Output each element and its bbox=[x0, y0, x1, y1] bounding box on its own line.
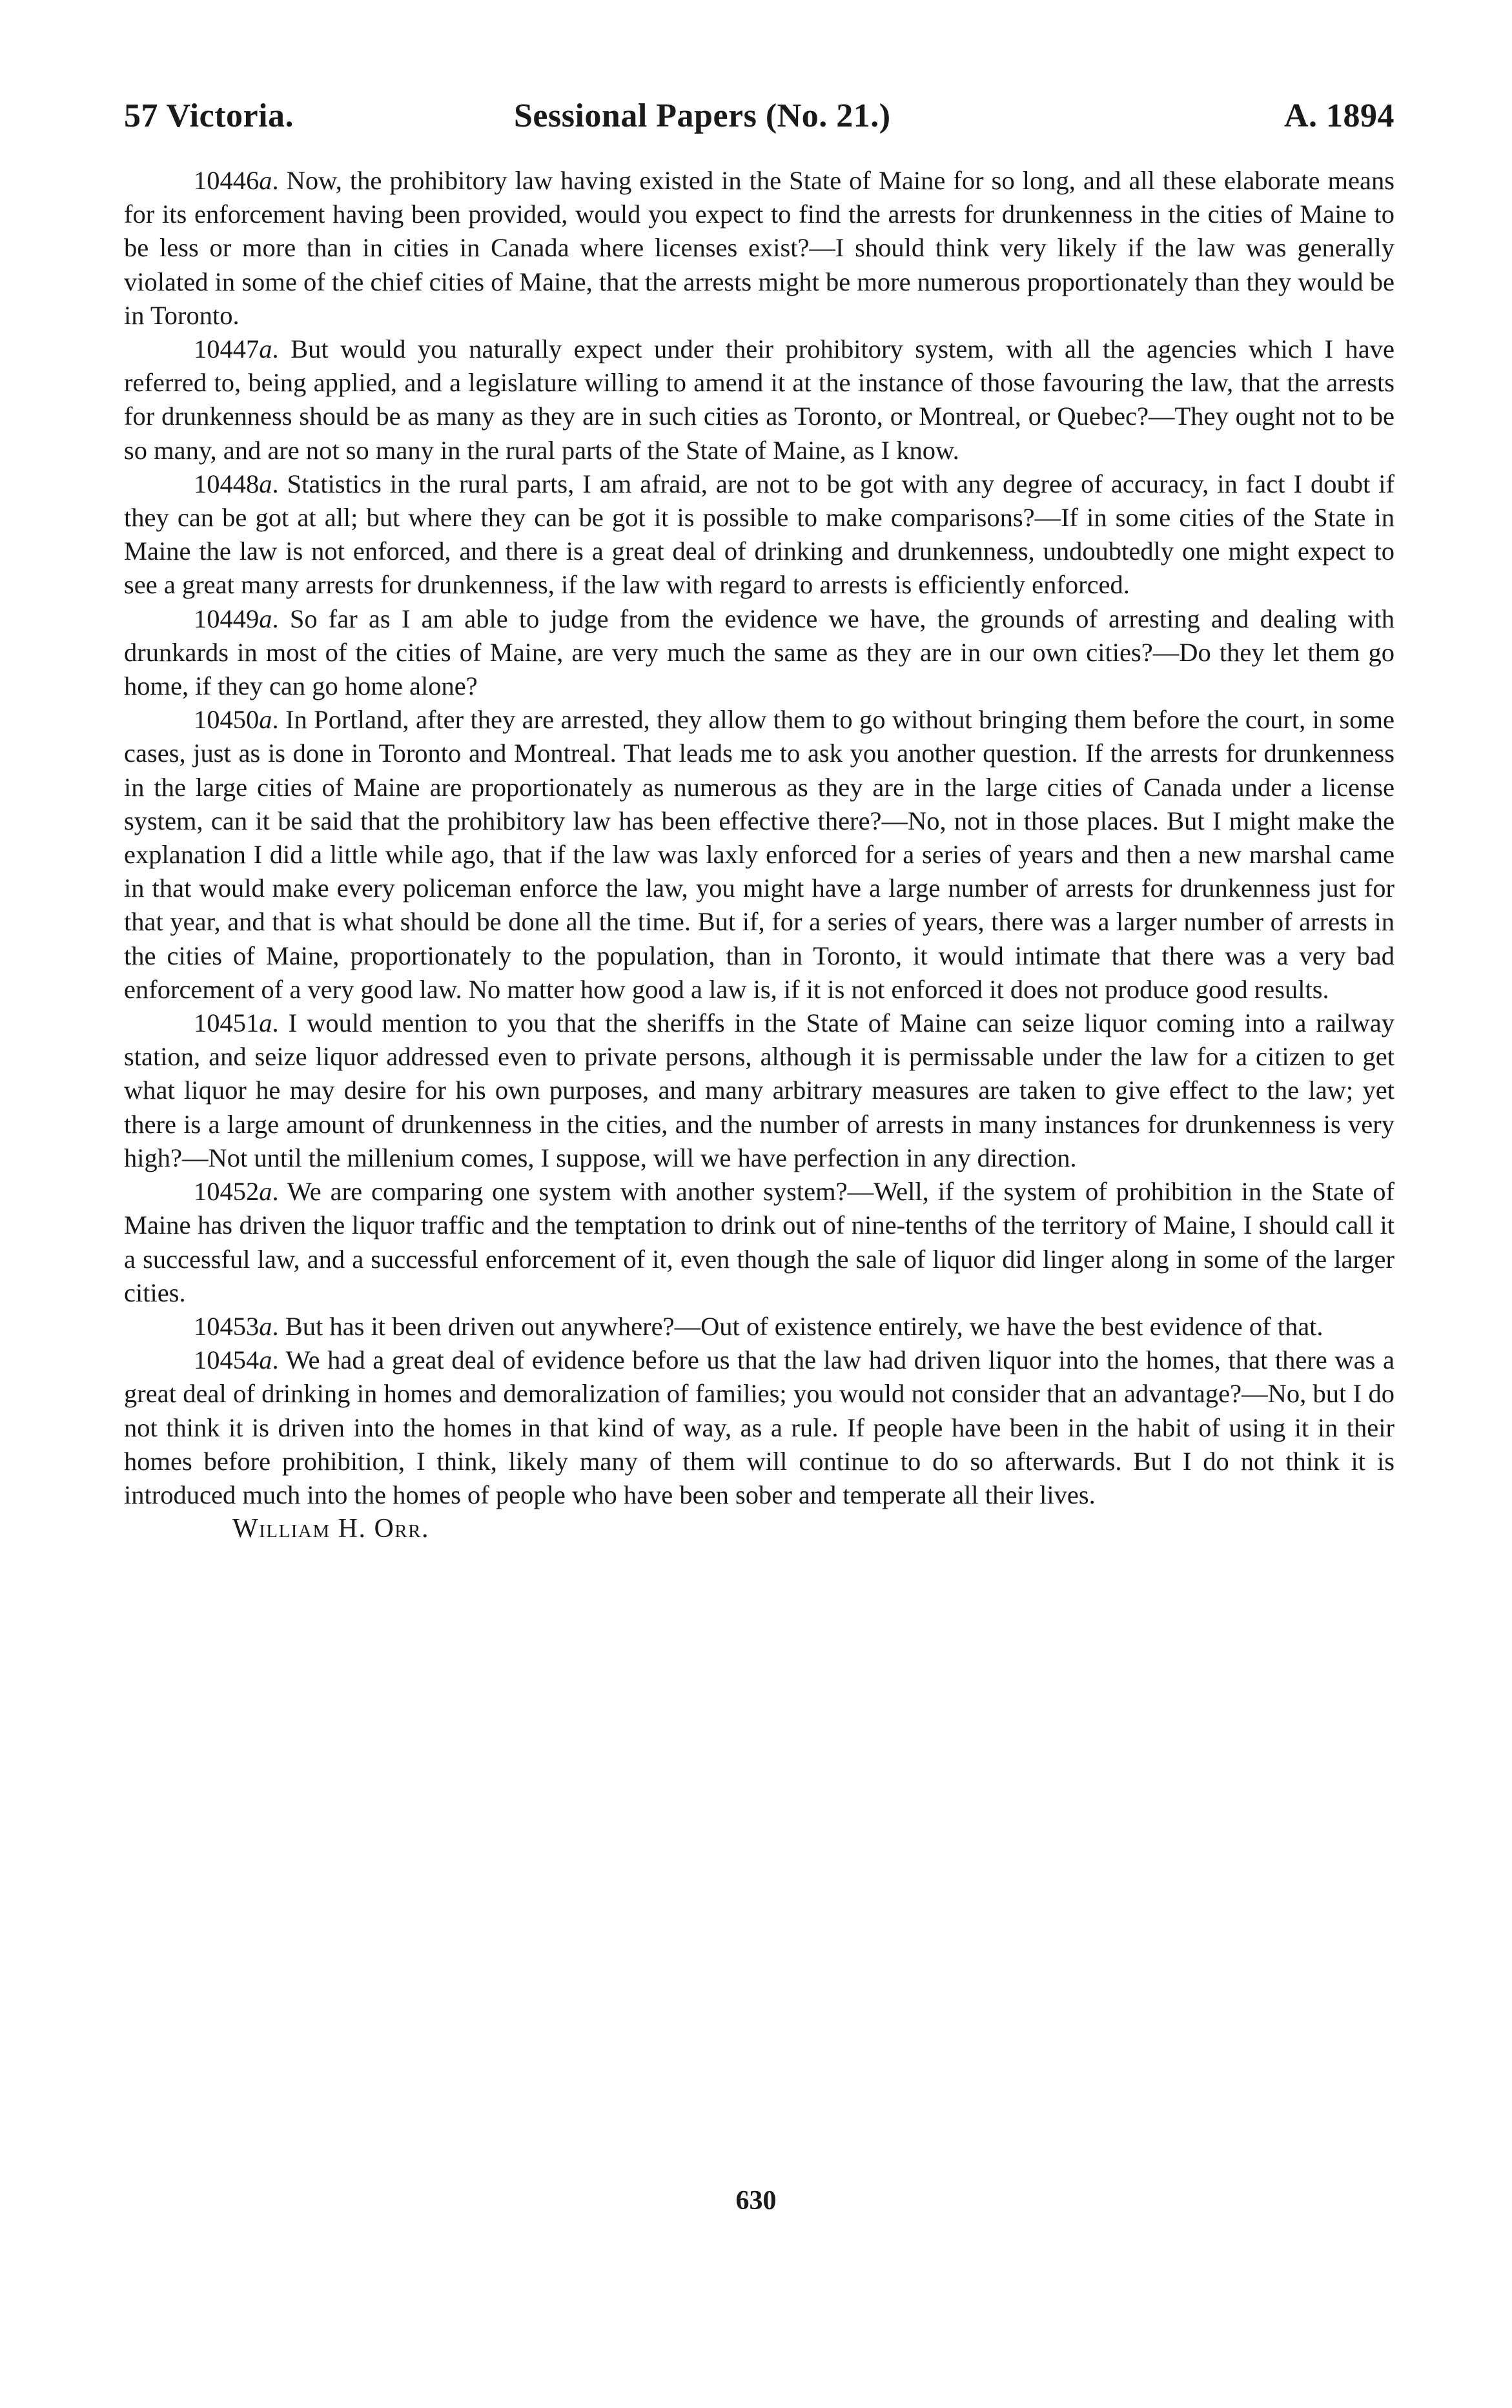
paragraph-10452a bbox=[124, 1175, 1395, 1310]
question-number: 10448a bbox=[194, 469, 272, 498]
paragraph-10454a bbox=[124, 1343, 1395, 1512]
running-header bbox=[124, 97, 1395, 155]
question-number: 10447a bbox=[194, 334, 272, 364]
paragraph-10449a bbox=[124, 602, 1395, 704]
header-year: A. 1894 bbox=[1283, 97, 1395, 134]
question-number: 10451a bbox=[194, 1008, 272, 1038]
header-title: Sessional Papers (No. 21.) bbox=[514, 97, 891, 134]
question-number: 10449a bbox=[194, 604, 272, 633]
question-number: 10453a bbox=[194, 1311, 272, 1341]
paragraph-text: . Statistics in the rural parts, I am afraid, are not to be got with any degree of accuracy, in fact I doubt if they can be got at all; but where they can be got it is possible to make comparisons?—If in some cities of the State in Maine the law is not enforced, and there is a great deal of drinking and drunkenness, undoubtedly one might expect to see a great many arrests for drunkenness, if the law with regard to arrests is efficiently enforced. bbox=[124, 469, 1395, 600]
question-number: 10446a bbox=[194, 166, 272, 195]
paragraph-10450a bbox=[124, 703, 1395, 1006]
paragraph-text: . We are comparing one system with another system?—Well, if the system of prohibition in the State of Maine has driven the liquor traffic and the temptation to drink out of nine-tenths of the territory of Maine, I should call it a successful law, and a successful enforcement of it, even though the sale of liquor did linger along in some of the larger cities. bbox=[124, 1177, 1395, 1307]
paragraph-10446a bbox=[124, 164, 1395, 332]
paragraph-text: . In Portland, after they are arrested, they allow them to go without bringing them before the court, in some cases, just as is done in Toronto and Montreal. That leads me to ask you another question. If the arrests for drunkenness in the large cities of Maine are proportionately as numerous as they are in the large cities of Canada under a license system, can it be said that the prohibitory law has been effective there?—No, not in those places. But I might make the explanation I did a little while ago, that if the law was laxly enforced for a series of years and then a new marshal came in that would make every policeman enforce the law, you might have a large number of arrests for drunkenness just for that year, and that is what should be done all the time. But if, for a series of years, there was a larger number of arrests in the cities of Maine, proportionately to the population, than in Toronto, it would intimate that there was a very bad enforcement of a very good law. No matter how good a law is, if it is not enforced it does not produce good results. bbox=[124, 705, 1395, 1004]
paragraph-text: . But has it been driven out anywhere?—Out of existence entirely, we have the best evidence of that. bbox=[272, 1311, 1323, 1341]
paragraph-10453a bbox=[124, 1310, 1395, 1343]
paragraph-10447a bbox=[124, 332, 1395, 467]
witness-signature: William H. Orr. bbox=[232, 1514, 429, 1544]
paragraph-text: . We had a great deal of evidence before us that the law had driven liquor into the homes, that there was a great deal of drinking in homes and demoralization of families; you would not consider that an advantage?—No, but I do not think it is driven into the homes in that kind of way, as a rule. If people have been in the habit of using it in their homes before prohibition, I think, likely many of them will continue to do so afterwards. But I do not think it is introduced much into the homes of people who have been sober and temperate all their lives. bbox=[124, 1345, 1395, 1509]
document-page bbox=[124, 97, 1395, 1546]
page-number: 630 bbox=[735, 2186, 777, 2216]
paragraph-text: . So far as I am able to judge from the evidence we have, the grounds of arresting and dealing with drunkards in most of the cities of Maine, are very much the same as they are in our own cities?—Do they let them go home, if they can go home alone? bbox=[124, 604, 1395, 701]
question-number: 10452a bbox=[194, 1177, 272, 1207]
paragraph-10451a bbox=[124, 1006, 1395, 1175]
question-number: 10454a bbox=[194, 1345, 272, 1375]
paragraph-text: . I would mention to you that the sheriffs in the State of Maine can seize liquor coming into a railway station, and seize liquor addressed even to private persons, although it is permissable under the law for a citizen to get what liquor he may desire for his own purposes, and many arbitrary measures are taken to give effect to the law; yet there is a large amount of drunkenness in the cities, and the number of arrests in many instances for drunkenness is very high?—Not until the millenium comes, I suppose, will we have perfection in any direction. bbox=[124, 1008, 1395, 1172]
paragraph-10448a bbox=[124, 467, 1395, 602]
question-number: 10450a bbox=[194, 705, 272, 735]
paragraph-text: . Now, the prohibitory law having existed in the State of Maine for so long, and all these elaborate means for its enforcement having been provided, would you expect to find the arrests for drunkenness in the cities of Maine to be less or more than in cities in Canada where licenses exist?—I should think very likely if the law was generally violated in some of the chief cities of Maine, that the arrests might be more numerous proportionately than they would be in Toronto. bbox=[124, 166, 1395, 330]
body-text bbox=[124, 164, 1395, 1546]
paragraph-text: . But would you naturally expect under their prohibitory system, with all the agencies which I have referred to, being applied, and a legislature willing to amend it at the instance of those favouring the law, that the arrests for drunkenness should be as many as they are in such cities as Toronto, or Montreal, or Quebec?—They ought not to be so many, and are not so many in the rural parts of the State of Maine, as I know. bbox=[124, 334, 1395, 465]
header-volume: 57 Victoria. bbox=[124, 97, 294, 134]
